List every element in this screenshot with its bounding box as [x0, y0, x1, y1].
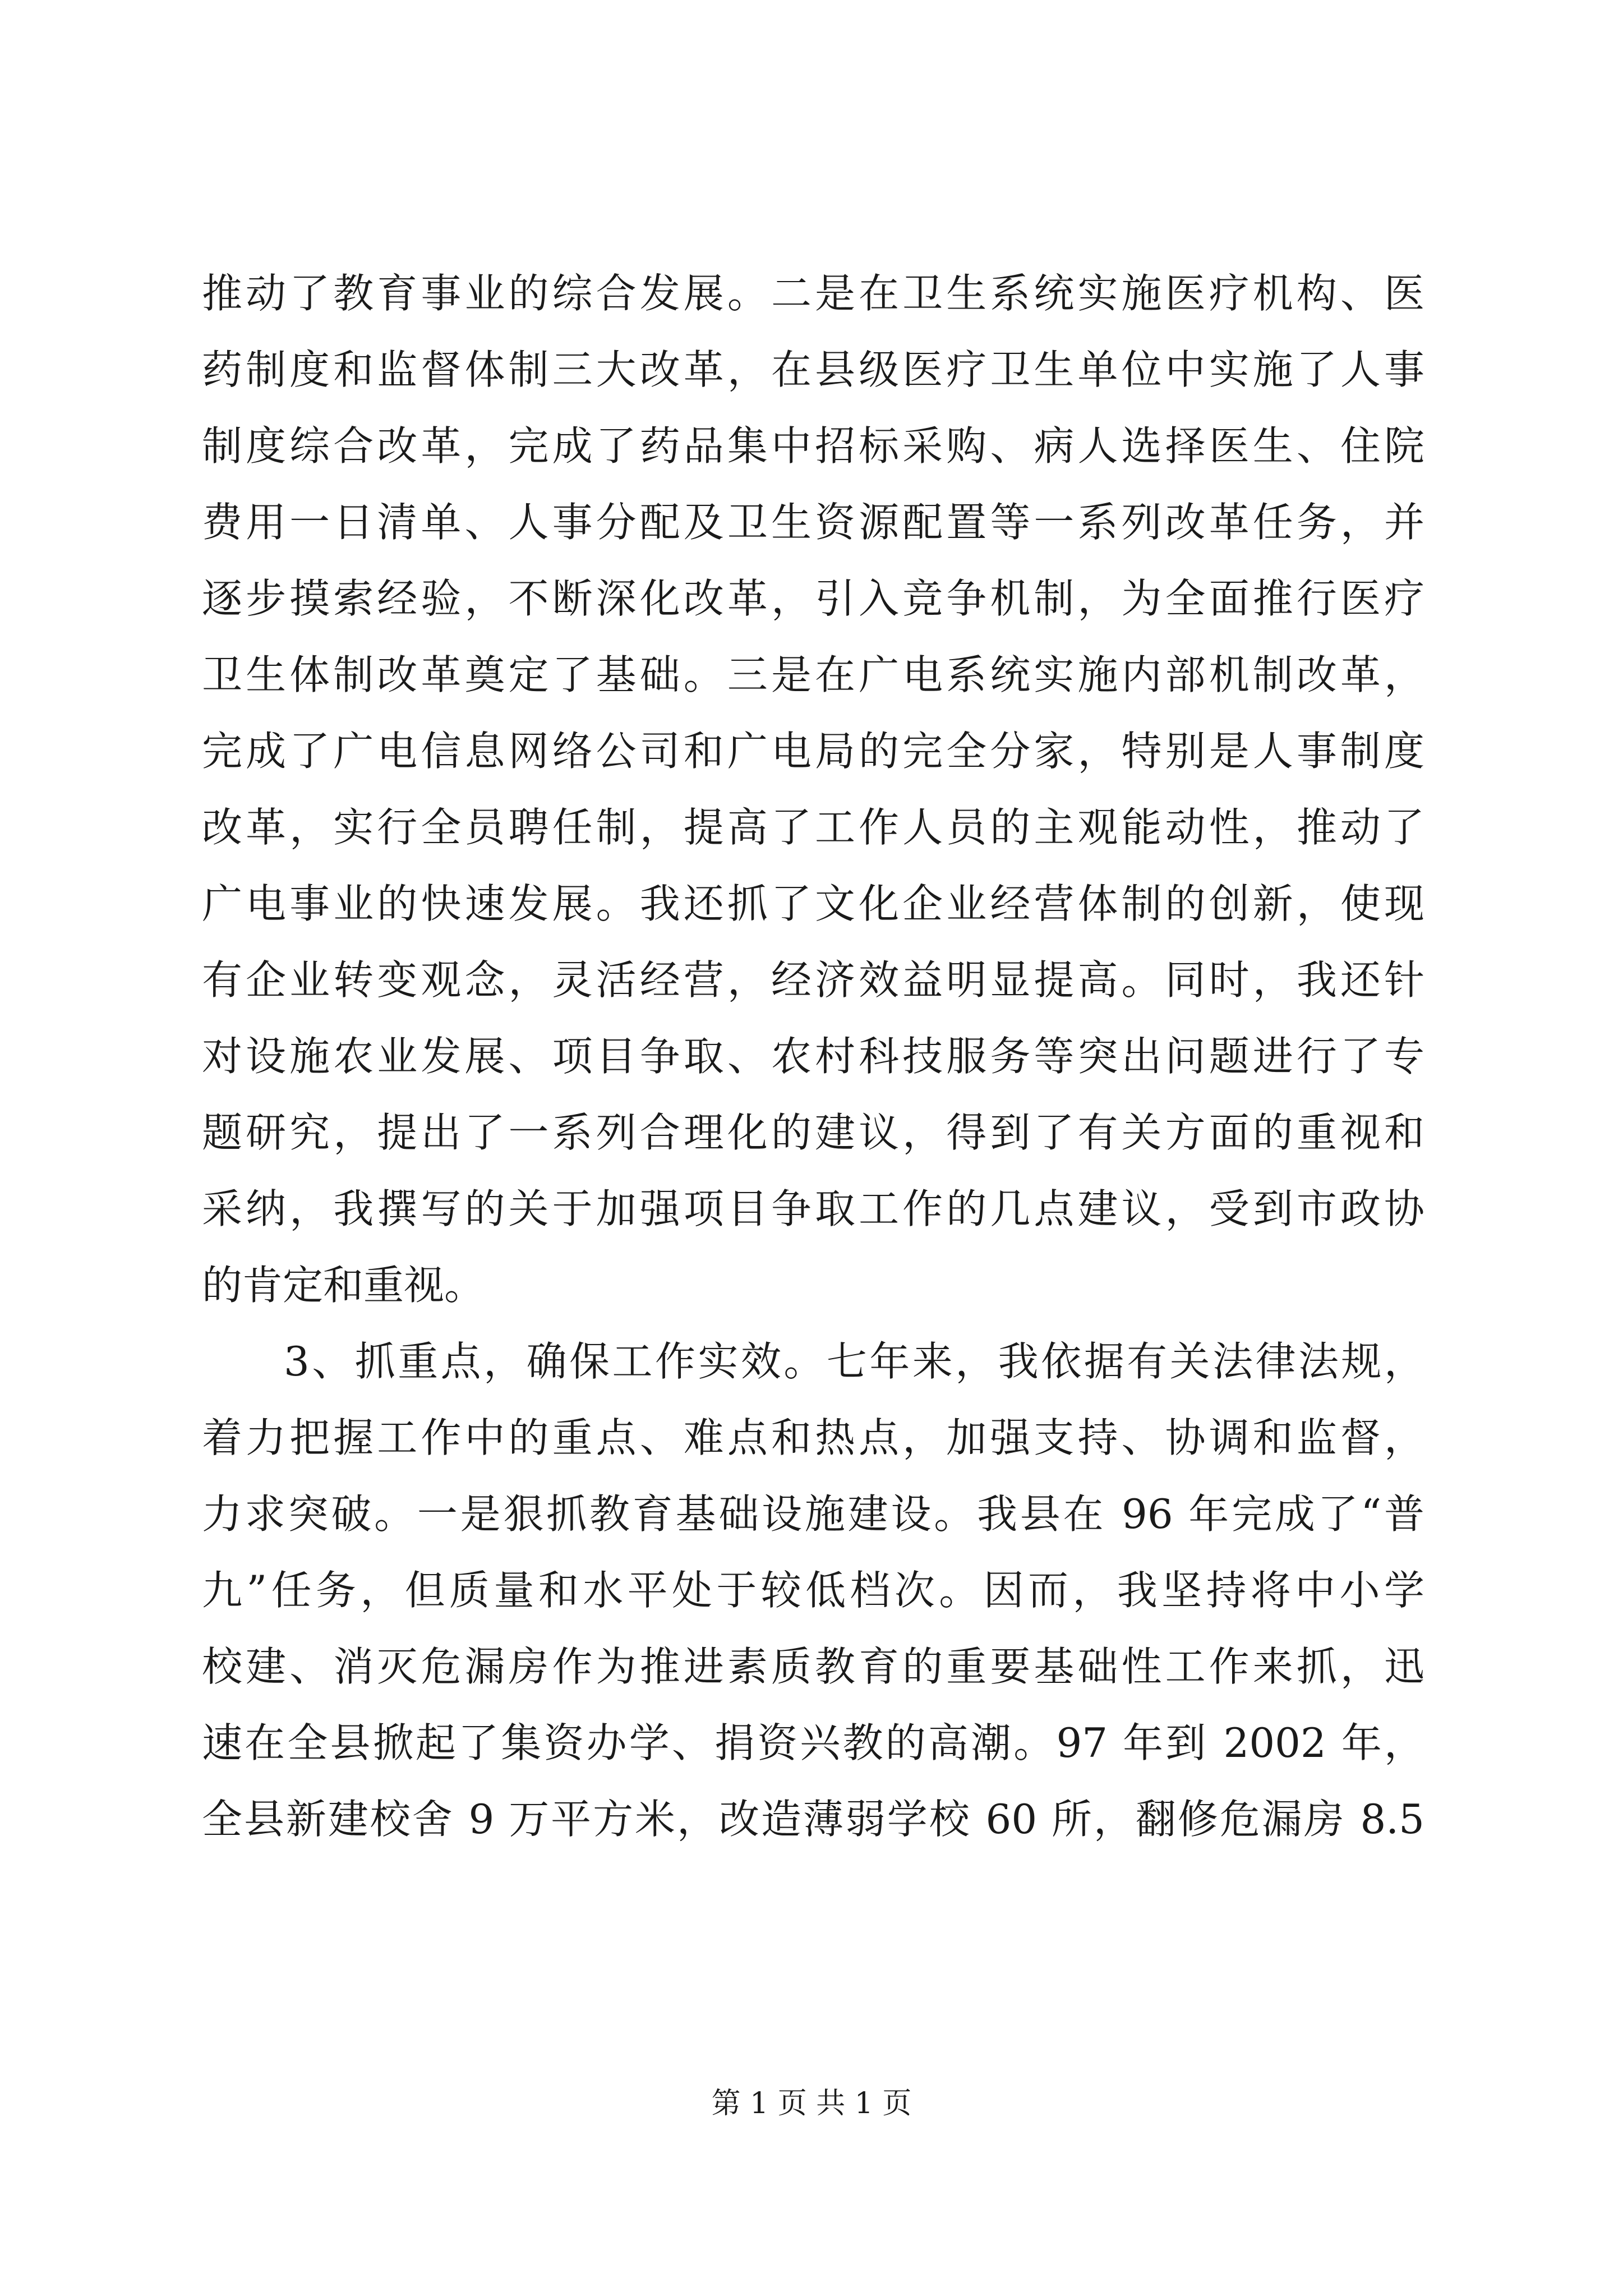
text-line: 推动了教育事业的综合发展。二是在卫生系统实施医疗机构、医	[202, 270, 1424, 317]
text-line: 题研究，提出了一系列合理化的建议，得到了有关方面的重视和	[202, 1109, 1424, 1156]
text-line: 3、抓重点，确保工作实效。七年来，我依据有关法律法规，	[284, 1338, 1424, 1385]
text-line: 药制度和监督体制三大改革，在县级医疗卫生单位中实施了人事	[202, 346, 1424, 393]
text-line: 九”任务，但质量和水平处于较低档次。因而，我坚持将中小学	[202, 1567, 1424, 1614]
text-line: 广电事业的快速发展。我还抓了文化企业经营体制的创新，使现	[202, 880, 1424, 927]
text-line: 力求突破。一是狠抓教育基础设施建设。我县在 96 年完成了“普	[202, 1490, 1424, 1538]
text-line: 费用一日清单、人事分配及卫生资源配置等一系列改革任务，并	[202, 499, 1424, 546]
text-line: 的肯定和重视。	[202, 1262, 485, 1309]
text-line: 着力把握工作中的重点、难点和热点，加强支持、协调和监督，	[202, 1414, 1424, 1461]
text-line: 对设施农业发展、项目争取、农村科技服务等突出问题进行了专	[202, 1033, 1424, 1080]
text-line: 卫生体制改革奠定了基础。三是在广电系统实施内部机制改革，	[202, 651, 1424, 698]
text-line: 逐步摸索经验，不断深化改革，引入竞争机制，为全面推行医疗	[202, 575, 1424, 622]
text-line: 全县新建校舍 9 万平方米，改造薄弱学校 60 所，翻修危漏房 8.5	[202, 1796, 1424, 1843]
text-line: 完成了广电信息网络公司和广电局的完全分家，特别是人事制度	[202, 728, 1424, 775]
text-line: 采纳，我撰写的关于加强项目争取工作的几点建议，受到市政协	[202, 1185, 1424, 1232]
text-line: 校建、消灭危漏房作为推进素质教育的重要基础性工作来抓，迅	[202, 1643, 1424, 1690]
page-footer: 第 1 页 共 1 页	[711, 2087, 912, 2120]
document-body	[202, 255, 1424, 1857]
text-line: 有企业转变观念，灵活经营，经济效益明显提高。同时，我还针	[202, 956, 1424, 1004]
text-line: 制度综合改革，完成了药品集中招标采购、病人选择医生、住院	[202, 422, 1424, 470]
text-line: 速在全县掀起了集资办学、捐资兴教的高潮。97 年到 2002 年，	[202, 1719, 1424, 1766]
text-line: 改革，实行全员聘任制，提高了工作人员的主观能动性，推动了	[202, 804, 1424, 851]
